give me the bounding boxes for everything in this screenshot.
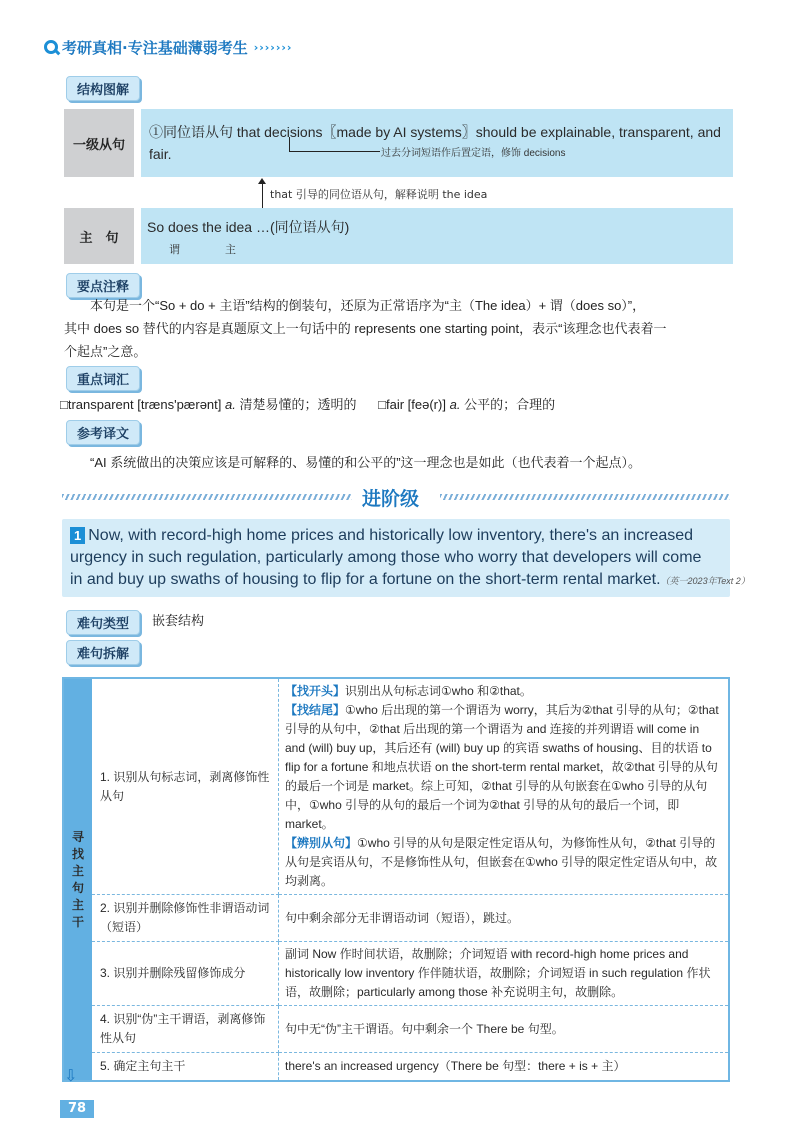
step-desc — [279, 678, 730, 895]
vocab-word1-def: 清楚易懂的；透明的 — [239, 397, 357, 412]
table-row — [63, 1006, 729, 1053]
side-label: 寻找主句主干 — [63, 678, 92, 1081]
advanced-sentence-line1: 1 Now, with record-high home prices and historically low inventory, there's an increased — [70, 525, 722, 547]
structure-row1-label: 一级从句 — [64, 109, 134, 177]
advanced-title: 进阶级 — [362, 488, 420, 510]
structure-row2-label: 主 句 — [64, 208, 134, 264]
header-arrows: ››››››› — [253, 40, 293, 54]
step-desc: 副词 Now 作时间状语，故删除；介词短语 with record-high home prices and historically low inventory 作伴随状语，故删除；介词短语 in such regulation 作状语，故删除；particularly among those 补充说明主句，故删除。 — [279, 942, 730, 1006]
step1-line: 【找结尾】①who 后出现的第一个谓语为 worry，其后为②that 引导的从句；②that 引导的从句中，②that 后出现的第一个谓语为 and 连接的并列谓语 will come in and (will) buy up，其后还有 (will) buy up 的宾语 swaths of housing、目的状语 to flip for a fortune 和地点状语 on the short-term rental market，故②that 引导的从句的最后一个词是 market。综上可知，②that 引导的从句嵌套在①who 引导的从句中，①who 引导的从句的最后一个词为②that 引导的从句的最后一个词，即 market。 — [285, 703, 719, 831]
vocab-word2-pos: a. — [449, 397, 461, 412]
step-label: 5. 确定主句主干 — [92, 1053, 279, 1082]
page-header — [44, 34, 292, 60]
connector-note: that 引导的同位语从句，解释说明 the idea — [270, 188, 488, 201]
step-label: 3. 识别并删除残留修饰成分 — [92, 942, 279, 1006]
vocab-word2: □fair — [378, 397, 405, 412]
search-icon — [44, 40, 58, 54]
vocab-tag: 重点词汇 — [66, 366, 140, 391]
step-desc: there's an increased urgency（There be 句型：there + is + 主） — [279, 1053, 730, 1082]
notes-para1: 本句是一个“So + do + 主语”结构的倒装句，还原为正常语序为“主（The idea）+ 谓（does so）”， — [90, 298, 646, 313]
table-row — [63, 1053, 729, 1082]
advanced-sentence-box — [62, 519, 750, 597]
notes-para3: 个起点”之意。 — [64, 344, 147, 359]
step-label: 1. 识别从句标志词，剥离修饰性从句 — [92, 678, 279, 895]
connector-line — [262, 182, 263, 208]
analysis-table — [62, 677, 730, 1082]
step1-line: 【找开头】识别出从句标志词①who 和②that。 — [285, 684, 532, 698]
structure-row2-box — [141, 208, 733, 264]
step-desc: 句中无“伪”主干谓语。句中剩余一个 There be 句型。 — [279, 1006, 730, 1053]
sentence-number-badge: 1 — [70, 527, 85, 544]
structure-row1-box — [141, 109, 733, 177]
step-label: 4. 识别“伪”主干谓语，剥离修饰性从句 — [92, 1006, 279, 1053]
advanced-sentence-line2: urgency in such regulation, particularly among those who worry that developers will come — [70, 549, 702, 566]
vocab-line — [60, 393, 555, 416]
header-title: 考研真相·专注基础薄弱考生 — [62, 38, 248, 57]
vocab-word1-phonetic: [træns'pærənt] — [137, 397, 222, 412]
predicate-marker: 谓 — [169, 244, 180, 256]
step-desc: 句中剩余部分无非谓语动词（短语），跳过。 — [279, 895, 730, 942]
structure-row1-line1: ①同位语从句 that decisions〖made by AI systems〗should be explainable, transparent, and — [149, 124, 721, 140]
notes-para2: 其中 does so 替代的内容是真题原文上一句话中的 represents one starting point，表示“该理念也代表着一 — [64, 321, 667, 336]
table-row — [63, 678, 729, 895]
vocab-word2-phonetic: [feə(r)] — [407, 397, 446, 412]
analysis-tag: 难句拆解 — [66, 640, 140, 665]
connector-arrow-icon — [258, 178, 266, 184]
subject-marker: 主 — [225, 244, 236, 256]
advanced-sentence-line3: in and buy up swaths of housing to flip for a fortune on the short-term rental market.（英一2023年Text 2） — [70, 571, 750, 588]
table-row — [63, 895, 729, 942]
notes-tag: 要点注释 — [66, 273, 140, 298]
translation-text: “AI 系统做出的决策应该是可解释的、易懂的和公平的”这一理念也是如此（也代表着一个起点）。 — [90, 455, 642, 470]
page-number: 78 — [60, 1100, 94, 1118]
type-value: 嵌套结构 — [152, 613, 205, 628]
vocab-word1-pos: a. — [225, 397, 236, 412]
structure-row1-note: 过去分词短语作后置定语，修饰 decisions — [381, 148, 566, 159]
table-row — [63, 942, 729, 1006]
participle-bracket-line — [289, 137, 380, 152]
section-divider-right — [440, 494, 730, 500]
structure-row1-line2: fair. — [149, 146, 172, 162]
vocab-word2-def: 公平的；合理的 — [464, 397, 556, 412]
sentence-source: （英一2023年Text 2） — [660, 576, 750, 586]
structure-row2-text: So does the idea …(同位语从句) — [147, 219, 350, 235]
section-divider-left — [62, 494, 352, 500]
step1-line: 【辨别从句】①who 引导的从句是限定性定语从句，为修饰性从句，②that 引导的从句是宾语从句，不是修饰性从句，但嵌套在①who 引导的限定性定语从句中，故均剥离。 — [285, 836, 718, 888]
down-arrow-icon: ⇩ — [64, 1066, 78, 1085]
vocab-word1: □transparent — [60, 397, 134, 412]
notes-body — [64, 294, 732, 363]
type-tag: 难句类型 — [66, 610, 140, 635]
step-label: 2. 识别并删除修饰性非谓语动词（短语） — [92, 895, 279, 942]
translation-tag: 参考译文 — [66, 420, 140, 445]
structure-tag: 结构图解 — [66, 76, 140, 101]
